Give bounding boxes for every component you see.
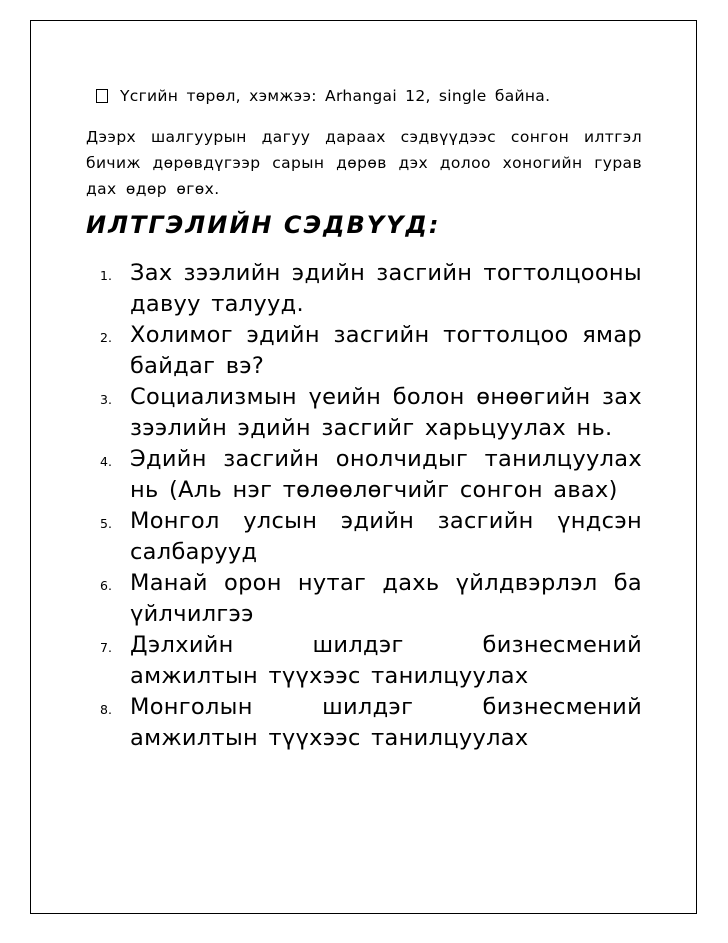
topic-item-8 [100, 692, 642, 754]
topic-number: 2 . [100, 322, 112, 353]
section-title: ИЛТГЭЛИЙН СЭДВҮҮД: [86, 211, 441, 239]
topic-list [100, 258, 642, 754]
topic-item-4 [100, 444, 642, 506]
topic-item-7 [100, 630, 642, 692]
topic-number: 5 . [100, 508, 112, 539]
topic-number: 3 . [100, 384, 112, 415]
topic-number: 4 . [100, 446, 112, 477]
topic-text: Социализмын үеийн болон өнөөгийн зах зээлийн эдийн засгийг харьцуулах нь. [130, 384, 642, 441]
topic-item-6 [100, 568, 642, 630]
missing-glyph-box-icon [96, 89, 108, 103]
topic-text: Дэлхийн шилдэг бизнесмений амжилтын түүхээс танилцуулах [130, 632, 642, 689]
topic-text: Манай орон нутаг дахь үйлдвэрлэл ба үйлчилгээ [130, 570, 642, 627]
font-requirement-text: Үсгийн төрөл, хэмжээ: Arhangai 12, single байна. [120, 87, 551, 105]
intro-paragraph: Дээрх шалгуурын дагуу дараах сэдвүүдээс сонгон илтгэл бичиж дөрөвдүгээр сарын дөрөв дэх долоо хоногийн гурав дах өдөр өгөх. [86, 128, 642, 198]
topic-text: Эдийн засгийн онолчидыг танилцуулах нь (Аль нэг төлөөлөгчийг сонгон авах) [130, 446, 642, 503]
topic-number: 1 . [100, 260, 112, 291]
topic-number: 7 . [100, 632, 112, 663]
topic-number: 6 . [100, 570, 112, 601]
topic-item-2 [100, 320, 642, 382]
topic-text: Монголын шилдэг бизнесмений амжилтын түүхээс танилцуулах [130, 694, 642, 751]
font-requirement-line [96, 86, 656, 106]
topic-item-1 [100, 258, 642, 320]
topic-text: Холимог эдийн засгийн тогтолцоо ямар байдаг вэ? [130, 322, 642, 379]
topic-item-3 [100, 382, 642, 444]
topic-item-5 [100, 506, 642, 568]
topic-number: 8 . [100, 694, 112, 725]
topic-text: Зах зээлийн эдийн засгийн тогтолцооны давуу талууд. [130, 260, 642, 317]
topic-text: Монгол улсын эдийн засгийн үндсэн салбарууд [130, 508, 642, 565]
